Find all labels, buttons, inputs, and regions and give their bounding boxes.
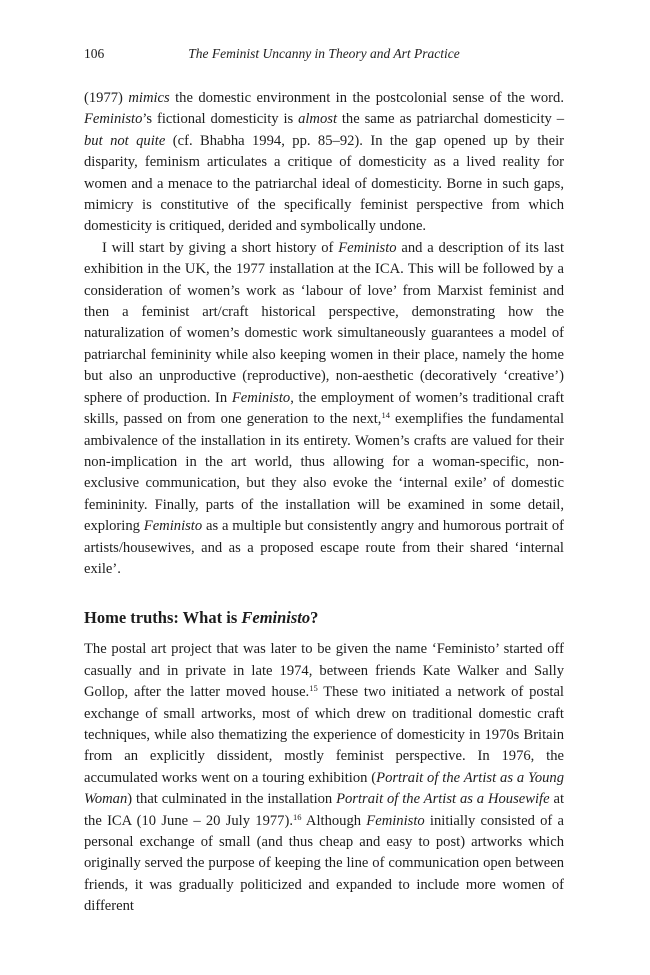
italic-run: almost <box>298 111 337 128</box>
heading-punctuation: ? <box>310 608 319 628</box>
text-run: initially consisted of a personal exchange of small (and thus cheap and easy to post) artworks which originally served the purpose of keeping the line of communication open between friends, it was gradually politicized and expanded to include more women of different <box>84 812 564 915</box>
italic-run: Feministo <box>338 239 397 256</box>
footnote-marker[interactable]: 16 <box>292 811 302 822</box>
italic-run: Portrait of the Artist as a Young Woman <box>84 769 565 808</box>
footnote-marker[interactable]: 14 <box>381 410 390 421</box>
italic-run: but not quite <box>84 132 166 149</box>
running-header <box>84 44 564 64</box>
text-run: Although <box>301 812 367 829</box>
text-run: I will start by giving a short history of <box>102 239 339 256</box>
text-run: at the ICA (10 June – 20 July 1977). <box>84 791 564 829</box>
italic-run: Portrait of the Artist as a Housewife <box>336 791 550 808</box>
text-run: ) that culminated in the installation <box>127 791 337 808</box>
text-run: (cf. Bhabha 1994, pp. 85–92). In the gap opened up by their disparity, feminism articulates a critique of domesticity as a lived reality for women and a menace to the patriarchal ideal of domesticity. Borne in such gaps, mimicry is constitutive of the specifically feminist perspective from which domesticity is critiqued, derided and symbolically undone. <box>84 132 564 235</box>
text-run: the domestic environment in the postcolonial sense of the word. <box>169 90 564 106</box>
page-number: 106 <box>84 46 105 61</box>
body-text <box>84 88 564 918</box>
section-heading <box>84 607 564 629</box>
italic-run: Feministo <box>84 111 143 128</box>
text-run: the same as patriarchal domesticity – <box>337 111 564 128</box>
text-run: as a multiple but consistently angry and humorous portrait of artists/housewives, and as a proposed escape route from their shared ‘internal exile’. <box>84 518 564 577</box>
footnote-marker[interactable]: 15 <box>309 683 318 694</box>
paragraph-3 <box>84 639 564 917</box>
italic-run: Feministo <box>143 518 203 535</box>
text-run: ’s fictional domesticity is <box>142 111 299 128</box>
heading-italic: Feministo <box>241 608 311 628</box>
italic-run: Feministo <box>231 389 291 406</box>
text-run: exemplifies the fundamental ambivalence of the installation in its entirety. Women’s crafts are valued for their non-implication in the art world, thus allowing for a woman-specific, non-exclusive communication, but they also evoke the ‘internal exile’ of domestic femininity. Finally, parts of the installation will be examined in some detail, exploring <box>84 411 565 535</box>
paragraph-1 <box>84 88 564 238</box>
text-run: and a description of its last exhibition in the UK, the 1977 installation at the ICA. This will be followed by a consideration of women’s work as ‘labour of love’ from Marxist feminist and then a feminist art/craft historical perspective, demonstrating how the naturalization of women’s domestic work simultaneously guarantees a model of patriarchal femininity while also keeping women in their place, namely the home but also an unproductive (reproductive), non-aesthetic (decoratively ‘creative’) sphere of production. In <box>84 239 564 406</box>
heading-text: Home truths: What is <box>84 608 242 628</box>
text-run: These two initiated a network of postal exchange of small artworks, most of which drew on traditional domestic craft techniques, while also thematizing the experience of domesticity in 1970s Britain from an explicitly dissident, mostly feminist perspective. In 1976, the accumulated works went on a touring exhibition ( <box>84 684 564 786</box>
italic-run: mimics <box>128 90 170 106</box>
text-run: (1977) <box>84 90 129 106</box>
paragraph-2 <box>84 238 564 581</box>
running-title: The Feminist Uncanny in Theory and Art Practice <box>188 46 460 61</box>
italic-run: Feministo <box>366 812 425 829</box>
text-run: The postal art project that was later to be given the name ‘Feministo’ started off casually and in private in late 1974, between friends Kate Walker and Sally Gollop, after the latter moved house. <box>84 641 564 701</box>
text-run: , the employment of women’s traditional craft skills, passed on from one generation to the next, <box>84 389 565 428</box>
